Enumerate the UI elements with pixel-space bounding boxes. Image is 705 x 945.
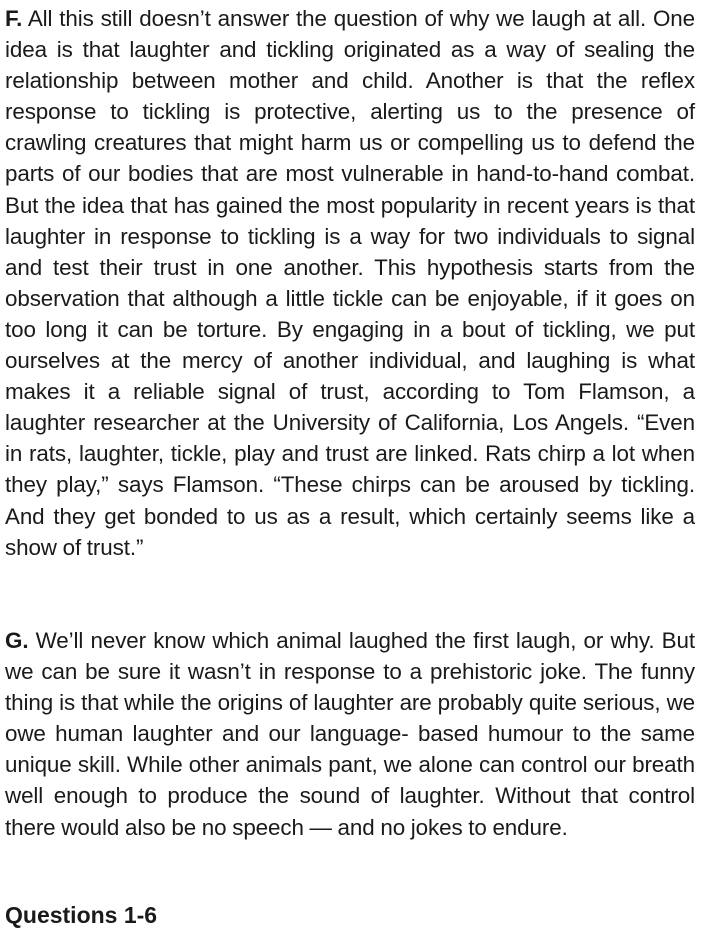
paragraph-g [5,625,695,843]
paragraph-letter: G. [5,628,29,653]
questions-heading: Questions 1-6 [5,902,158,928]
paragraph-letter: F. [5,6,23,31]
paragraph-text: We’ll never know which animal laughed the first laugh, or why. But we can be sure it wasn’t in response to a prehistoric joke. The funny thing is that while the origins of laughter are probably quite serious, we owe human laughter and our language- based humour to the same unique skill. While other animals pant, we alone can control our breath well enough to produce the sound of laughter. Without that control there would also be no speech — and no jokes to endure. [5,628,695,840]
paragraph-text: All this still doesn’t answer the question of why we laugh at all. One idea is that laughter and tickling originated as a way of sealing the relationship between mother and child. Another is that the reflex response to tickling is protective, alerting us to the presence of crawling creatures that might harm us or compelling us to defend the parts of our bodies that are most vulnerable in hand-to-hand combat. But the idea that has gained the most popularity in recent years is that laughter in response to tickling is a way for two individuals to signal and test their trust in one another. This hypothesis starts from the observation that although a little tickle can be enjoyable, if it goes on too long it can be torture. By engaging in a bout of tickling, we put ourselves at the mercy of another individual, and laughing is what makes it a reliable signal of trust, according to Tom Flamson, a laughter researcher at the University of California, Los Angels. “Even in rats, laughter, tickle, play and trust are linked. Rats chirp a lot when they play,” says Flamson. “These chirps can be aroused by tickling. And they get bonded to us as a result, which certainly seems like a show of trust.” [5,6,695,560]
paragraph-f [5,3,695,563]
